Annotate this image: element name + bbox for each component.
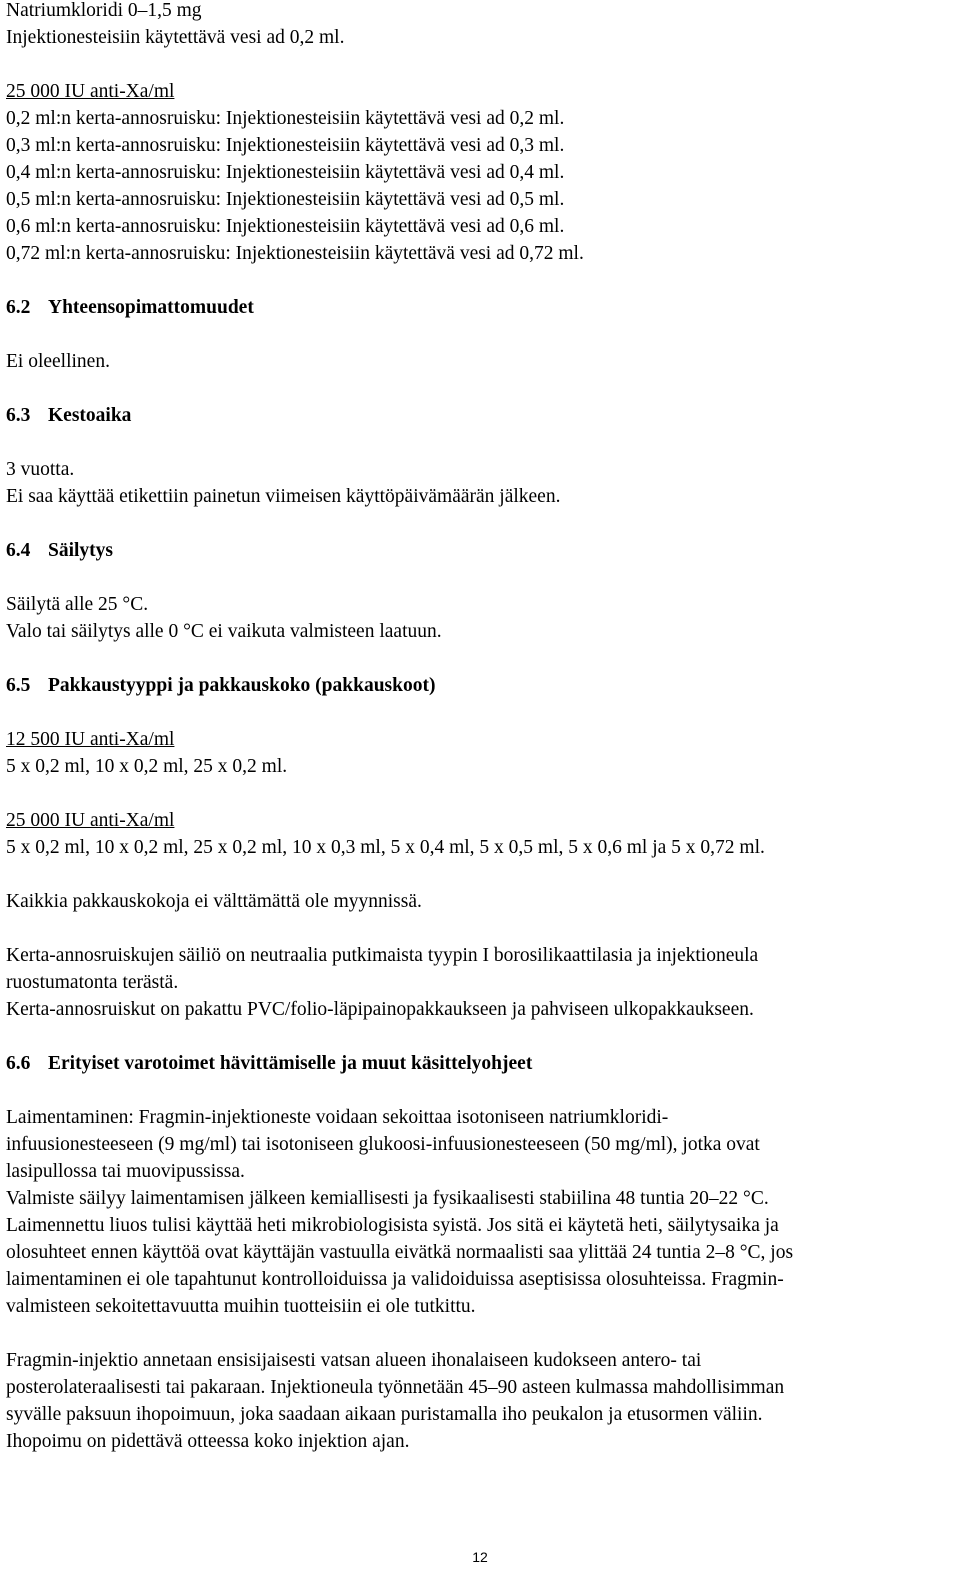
paragraph-line: Ei oleellinen.: [6, 351, 110, 372]
syringe-line: 0,72 ml:n kerta-annosruisku: Injektionesteisiin käytettävä vesi ad 0,72 ml.: [6, 243, 584, 264]
paragraph-line: Säilytä alle 25 °C.: [6, 594, 149, 615]
section-heading-6-2: [6, 294, 956, 321]
section-title: Yhteensopimattomuudet: [48, 297, 254, 318]
paragraph-line: Ihopoimu on pidettävä otteessa koko injektion ajan.: [6, 1431, 410, 1452]
strength-heading: 25 000 IU anti-Xa/ml: [6, 81, 175, 102]
section-title: Säilytys: [48, 540, 114, 561]
paragraph-line: Kaikkia pakkauskokoja ei välttämättä ole myynnissä.: [6, 891, 422, 912]
intro-line: Natriumkloridi 0–1,5 mg: [6, 0, 202, 21]
section-title: Pakkaustyyppi ja pakkauskoko (pakkauskoot): [48, 675, 436, 696]
paragraph-line: infuusionesteeseen (9 mg/ml) tai isotoniseen glukoosi-infuusionesteeseen (50 mg/ml), jotka ovat: [6, 1134, 760, 1155]
strength-heading: 12 500 IU anti-Xa/ml: [6, 729, 175, 750]
section-title: Erityiset varotoimet hävittämiselle ja muut käsittelyohjeet: [48, 1053, 533, 1074]
pack-sizes-line: 5 x 0,2 ml, 10 x 0,2 ml, 25 x 0,2 ml, 10 x 0,3 ml, 5 x 0,4 ml, 5 x 0,5 ml, 5 x 0,6 ml ja 5 x 0,72 ml.: [6, 837, 765, 858]
pack-sizes-line: 5 x 0,2 ml, 10 x 0,2 ml, 25 x 0,2 ml.: [6, 756, 288, 777]
paragraph-line: syvälle paksuun ihopoimuun, joka saadaan aikaan puristamalla iho peukalon ja etusormen väliin.: [6, 1404, 763, 1425]
section-title: Kestoaika: [48, 405, 132, 426]
paragraph-line: Fragmin-injektio annetaan ensisijaisesti vatsan alueen ihonalaiseen kudokseen antero- tai: [6, 1350, 702, 1371]
section-number: 6.6: [6, 1053, 31, 1074]
paragraph-line: olosuhteet ennen käyttöä ovat käyttäjän vastuulla eivätkä normaalisti saa ylittää 24 tuntia 2–8 °C, jos: [6, 1242, 794, 1263]
syringe-line: 0,6 ml:n kerta-annosruisku: Injektionesteisiin käytettävä vesi ad 0,6 ml.: [6, 216, 565, 237]
strength-heading: 25 000 IU anti-Xa/ml: [6, 810, 175, 831]
paragraph-line: lasipullossa tai muovipussissa.: [6, 1161, 245, 1182]
page-number: 12: [472, 1549, 488, 1565]
section-heading-6-4: [6, 537, 956, 564]
paragraph-line: posterolateraalisesti tai pakaraan. Injektioneula työnnetään 45–90 asteen kulmassa mahdollisimman: [6, 1377, 785, 1398]
paragraph-line: Laimennettu liuos tulisi käyttää heti mikrobiologisista syistä. Jos sitä ei käytetä heti, säilytysaika ja: [6, 1215, 779, 1236]
intro-line: Injektionesteisiin käytettävä vesi ad 0,2 ml.: [6, 27, 345, 48]
paragraph-line: 3 vuotta.: [6, 459, 75, 480]
section-heading-6-6: [6, 1050, 956, 1077]
paragraph-line: ruostumatonta terästä.: [6, 972, 179, 993]
syringe-line: 0,3 ml:n kerta-annosruisku: Injektionesteisiin käytettävä vesi ad 0,3 ml.: [6, 135, 565, 156]
paragraph-line: Valo tai säilytys alle 0 °C ei vaikuta valmisteen laatuun.: [6, 621, 442, 642]
paragraph-line: Valmiste säilyy laimentamisen jälkeen kemiallisesti ja fysikaalisesti stabiilina 48 tuntia 20–22 °C.: [6, 1188, 769, 1209]
section-heading-6-3: [6, 402, 956, 429]
paragraph-line: Ei saa käyttää etikettiin painetun viimeisen käyttöpäivämäärän jälkeen.: [6, 486, 561, 507]
paragraph-line: Kerta-annosruiskut on pakattu PVC/folio-läpipainopakkaukseen ja pahviseen ulkopakkaukseen.: [6, 999, 754, 1020]
paragraph-line: Kerta-annosruiskujen säiliö on neutraalia putkimaista tyypin I borosilikaattilasia ja injektioneula: [6, 945, 759, 966]
syringe-line: 0,2 ml:n kerta-annosruisku: Injektionesteisiin käytettävä vesi ad 0,2 ml.: [6, 108, 565, 129]
section-number: 6.2: [6, 297, 31, 318]
section-heading-6-5: [6, 672, 956, 699]
paragraph-line: laimentaminen ei ole tapahtunut kontrolloiduissa ja validoiduissa aseptisissa olosuhteissa. Fragmin-: [6, 1269, 784, 1290]
paragraph-line: valmisteen sekoitettavuutta muihin tuotteisiin ei ole tutkittu.: [6, 1296, 476, 1317]
document-page: [6, 0, 956, 1455]
syringe-line: 0,4 ml:n kerta-annosruisku: Injektionesteisiin käytettävä vesi ad 0,4 ml.: [6, 162, 565, 183]
section-number: 6.4: [6, 540, 31, 561]
paragraph-line: Laimentaminen: Fragmin-injektioneste voidaan sekoittaa isotoniseen natriumkloridi-: [6, 1107, 669, 1128]
syringe-line: 0,5 ml:n kerta-annosruisku: Injektionesteisiin käytettävä vesi ad 0,5 ml.: [6, 189, 565, 210]
section-number: 6.3: [6, 405, 31, 426]
section-number: 6.5: [6, 675, 31, 696]
